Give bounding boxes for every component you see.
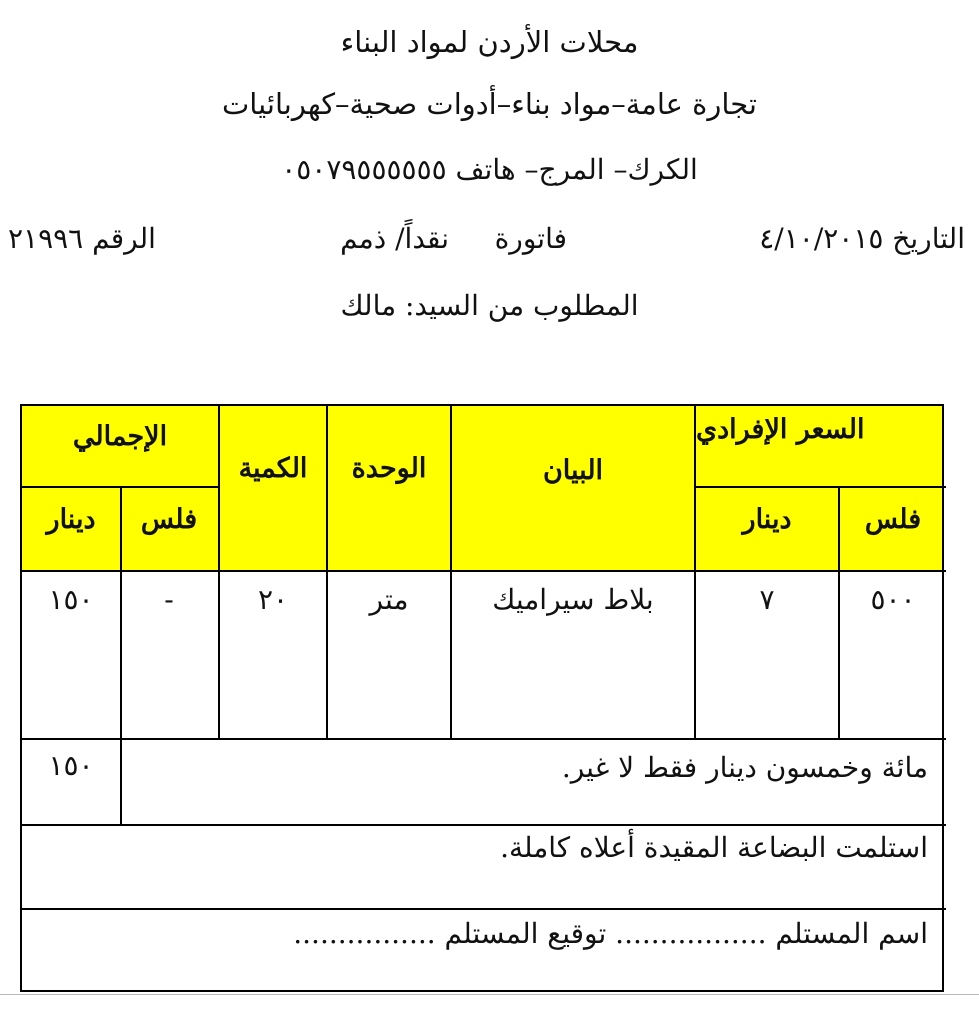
invoice-number: الرقم ٢١٩٩٦	[8, 222, 156, 255]
company-name: محلات الأردن لمواد البناء	[340, 25, 639, 59]
header-price-dinar: دينار	[742, 503, 792, 535]
header-bottom-line	[22, 570, 946, 572]
header-total: الإجمالي	[72, 420, 168, 452]
payment-type: نقداً/ ذمم	[340, 222, 449, 255]
header-quantity: الكمية	[238, 452, 308, 484]
amount-in-words: مائة وخمسون دينار فقط لا غير.	[561, 751, 928, 784]
row-quantity: ٢٠	[257, 583, 289, 616]
row-total-dinar: ١٥٠	[48, 583, 94, 616]
invoice-table	[20, 404, 944, 992]
row-total-fils: -	[164, 583, 174, 616]
header-unit: الوحدة	[351, 452, 427, 484]
signature-line: اسم المستلم ................. توقيع المستلم ................	[293, 917, 928, 950]
invoice-date: التاريخ ٤/١٠/٢٠١٥	[759, 222, 965, 255]
items-bottom-line	[22, 738, 946, 740]
row-price-dinar: ٧	[759, 583, 775, 616]
receipt-bottom-line	[22, 908, 946, 910]
header-description: البيان	[542, 454, 604, 486]
header-unit-price: السعر الإفرادي	[696, 413, 865, 445]
header-price-fils: فلس	[864, 503, 922, 535]
header-total-fils: فلس	[140, 503, 198, 535]
address-phone: الكرك– المرج– هاتف ٠٥٠٧٩٥٥٥٥٥٥	[281, 153, 698, 186]
col-line-description	[694, 406, 696, 738]
page-bottom-rule	[0, 994, 979, 995]
grand-total: ١٥٠	[48, 749, 94, 782]
words-bottom-line	[22, 824, 946, 826]
row-unit: متر	[369, 583, 409, 616]
business-type: تجارة عامة–مواد بناء–أدوات صحية–كهربائيات	[222, 87, 757, 121]
header-total-dinar: دينار	[46, 503, 96, 535]
row-price-fils: ٥٠٠	[870, 583, 916, 616]
receipt-note: استلمت البضاعة المقيدة أعلاه كاملة.	[500, 831, 928, 864]
invoice-label: فاتورة	[494, 222, 567, 255]
row-description: بلاط سيراميك	[492, 583, 654, 616]
customer-line: المطلوب من السيد: مالك	[340, 289, 639, 322]
